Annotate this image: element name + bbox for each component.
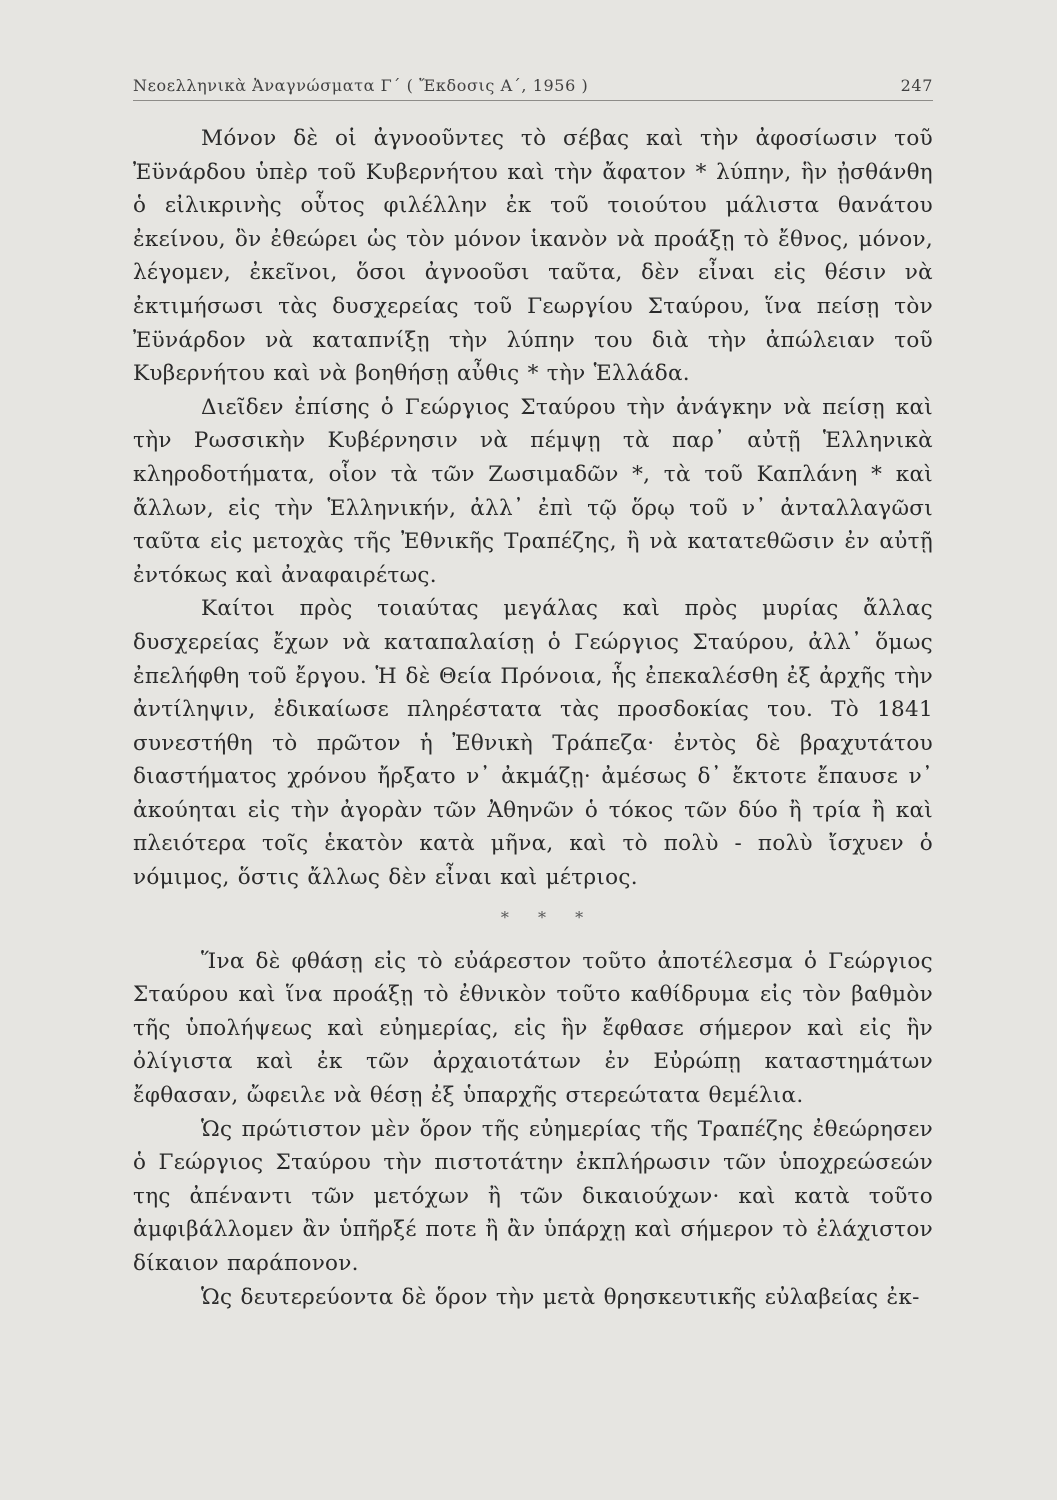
paragraph: Καίτοι πρὸς τοιαύτας μεγάλας καὶ πρὸς μυρίας ἄλλας δυσχερείας ἔχων νὰ καταπαλαίσῃ ὁ Γεώργιος Σταύρου, ἀλλ᾿ ὅμως ἐπελήφθη τοῦ ἔργου. Ἡ δὲ Θεία Πρόνοια, ἧς ἐπεκαλέσθη ἐξ ἀρχῆς τὴν ἀντίληψιν, ἐδικαίωσε πληρέστατα τὰς προσδοκίας του. Τὸ 1841 συνεστήθη τὸ πρῶτον ἡ Ἐθνικὴ Τράπεζα· ἐντὸς δὲ βραχυτάτου διαστήματος χρόνου ἤρξατο ν᾿ ἀκμάζῃ· ἀμέσως δ᾿ ἔκτοτε ἔπαυσε ν᾿ ἀκούηται εἰς τὴν ἀγορὰν τῶν Ἀθηνῶν ὁ τόκος τῶν δύο ἢ τρία ἢ καὶ πλειότερα τοῖς ἑκατὸν κατὰ μῆνα, καὶ τὸ πολὺ - πολὺ ἴσχυεν ὁ νόμιμος, ὅστις ἄλλως δὲν εἶναι καὶ μέτριος. (133, 596, 933, 891)
running-header-title: Νεοελληνικὰ Ἀναγνώσματα Γ΄ ( Ἔκδοσις Α΄, 1956 ) (133, 76, 589, 95)
body-text (133, 122, 933, 1314)
paragraph: Ὡς δευτερεύοντα δὲ ὅρον τὴν μετὰ θρησκευτικῆς εὐλαβείας ἐκ- (201, 1284, 920, 1310)
page-number: 247 (900, 76, 933, 95)
paragraph: Ἵνα δὲ φθάσῃ εἰς τὸ εὐάρεστον τοῦτο ἀποτέλεσμα ὁ Γεώργιος Σταύρου καὶ ἵνα προάξῃ τὸ ἐθνικὸν τοῦτο καθίδρυμα εἰς τὸν βαθμὸν τῆς ὑπολήψεως καὶ εὐημερίας, εἰς ἣν ἔφθασε σήμερον καὶ εἰς ἣν ὀλίγιστα καὶ ἐκ τῶν ἀρχαιοτάτων ἐν Εὐρώπῃ καταστημάτων ἔφθασαν, ὤφειλε νὰ θέσῃ ἐξ ὑπαρχῆς στερεώτατα θεμέλια. (133, 948, 933, 1109)
paragraph: Διεῖδεν ἐπίσης ὁ Γεώργιος Σταύρου τὴν ἀνάγκην νὰ πείσῃ καὶ τὴν Ρωσσικὴν Κυβέρνησιν νὰ πέμψῃ τὰ παρ᾿ αὐτῇ Ἑλληνικὰ κληροδοτήματα, οἷον τὰ τῶν Ζωσιμαδῶν *, τὰ τοῦ Καπλάνη * καὶ ἄλλων, εἰς τὴν Ἑλληνικήν, ἀλλ᾿ ἐπὶ τῷ ὅρῳ τοῦ ν᾿ ἀνταλλαγῶσι ταῦτα εἰς μετοχὰς τῆς Ἐθνικῆς Τραπέζης, ἢ νὰ κατατεθῶσιν ἐν αὐτῇ ἐντόκως καὶ ἀναφαιρέτως. (133, 394, 933, 588)
running-header (133, 74, 933, 101)
section-separator: * * * (500, 907, 596, 927)
paragraph: Ὡς πρώτιστον μὲν ὅρον τῆς εὐημερίας τῆς Τραπέζης ἐθεώρησεν ὁ Γεώργιος Σταύρου τὴν πιστοτάτην ἐκπλήρωσιν τῶν ὑποχρεώσεών της ἀπέναντι τῶν μετόχων ἢ τῶν δικαιούχων· καὶ κατὰ τοῦτο ἀμφιβάλλομεν ἂν ὑπῆρξέ ποτε ἢ ἂν ὑπάρχῃ καὶ σήμερον τὸ ἐλάχιστον δίκαιον παράπονον. (133, 1116, 933, 1276)
paragraph: Μόνον δὲ οἱ ἀγνοοῦντες τὸ σέβας καὶ τὴν ἀφοσίωσιν τοῦ Ἐϋνάρδου ὑπὲρ τοῦ Κυβερνήτου καὶ τὴν ἄφατον * λύπην, ἣν ᾐσθάνθη ὁ εἰλικρινὴς οὗτος φιλέλλην ἐκ τοῦ τοιούτου μάλιστα θανάτου ἐκείνου, ὃν ἐθεώρει ὡς τὸν μόνον ἱκανὸν νὰ προάξῃ τὸ ἔθνος, μόνον, λέγομεν, ἐκεῖνοι, ὅσοι ἀγνοοῦσι ταῦτα, δὲν εἶναι εἰς θέσιν νὰ ἐκτιμήσωσι τὰς δυσχερείας τοῦ Γεωργίου Σταύρου, ἵνα πείσῃ τὸν Ἐϋνάρδον νὰ καταπνίξῃ τὴν λύπην του διὰ τὴν ἀπώλειαν τοῦ Κυβερνήτου καὶ νὰ βοηθήσῃ αὖθις * τὴν Ἑλλάδα. (133, 126, 933, 387)
